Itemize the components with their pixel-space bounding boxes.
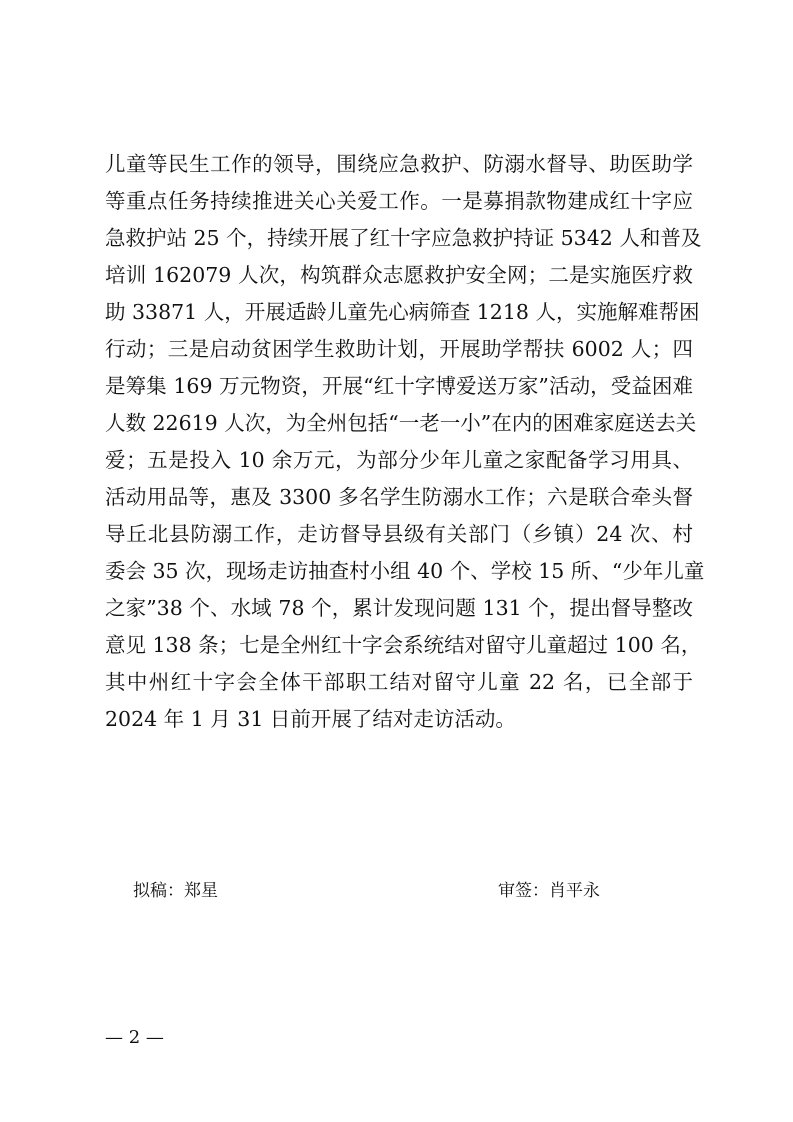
drafter-signature: 拟稿：郑星 bbox=[133, 881, 218, 901]
page-number: — 2 — bbox=[105, 1027, 164, 1048]
paragraph-line: 活动用品等，惠及 3300 多名学生防溺水工作；六是联合牵头督 bbox=[105, 485, 693, 509]
paragraph-line: 导丘北县防溺工作，走访督导县级有关部门（乡镇）24 次、村 bbox=[105, 522, 693, 546]
paragraph-line: 儿童等民生工作的领导，围绕应急救护、防溺水督导、助医助学 bbox=[105, 152, 693, 176]
paragraph-line: 行动；三是启动贫困学生救助计划，开展助学帮扶 6002 人；四 bbox=[105, 337, 693, 361]
paragraph-line: 培训 162079 人次，构筑群众志愿救护安全网；二是实施医疗救 bbox=[105, 263, 693, 287]
paragraph-line: 等重点任务持续推进关心关爱工作。一是募捐款物建成红十字应 bbox=[105, 189, 693, 213]
paragraph-line: 意见 138 条；七是全州红十字会系统结对留守儿童超过 100 名， bbox=[105, 633, 702, 657]
paragraph-line: 爱；五是投入 10 余万元，为部分少年儿童之家配备学习用具、 bbox=[105, 448, 693, 472]
paragraph-line: 2024 年 1 月 31 日前开展了结对走访活动。 bbox=[105, 707, 516, 731]
signature-block bbox=[0, 876, 793, 906]
body-paragraph bbox=[105, 146, 705, 738]
paragraph-line: 人数 22619 人次，为全州包括“一老一小”在内的困难家庭送去关 bbox=[105, 411, 697, 435]
paragraph-line: 助 33871 人，开展适龄儿童先心病筛查 1218 人，实施解难帮困 bbox=[105, 300, 700, 324]
paragraph-line: 是筹集 169 万元物资，开展“红十字博爱送万家”活动，受益困难 bbox=[105, 374, 693, 398]
paragraph-line: 之家”38 个、水域 78 个，累计发现问题 131 个，提出督导整改 bbox=[105, 596, 693, 620]
approver-signature: 审签：肖平永 bbox=[498, 881, 600, 901]
paragraph-line: 急救护站 25 个，持续开展了红十字应急救护持证 5342 人和普及 bbox=[105, 226, 702, 250]
paragraph-line: 其中州红十字会全体干部职工结对留守儿童 22 名，已全部于 bbox=[105, 670, 693, 694]
paragraph-line: 委会 35 次，现场走访抽查村小组 40 个、学校 15 所、“少年儿童 bbox=[105, 559, 705, 583]
